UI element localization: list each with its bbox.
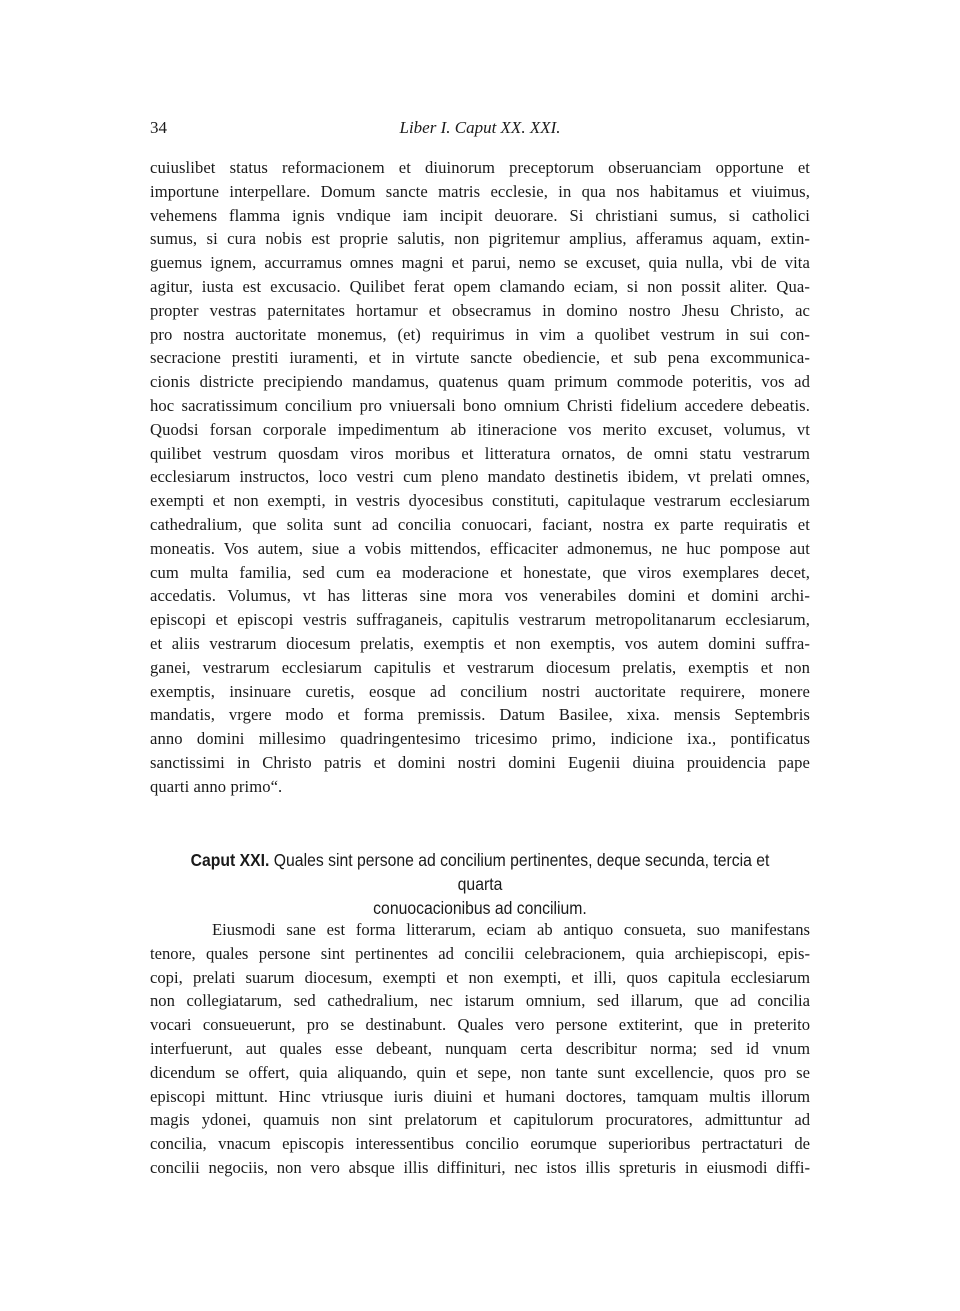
text-line: importune interpellare. Domum sancte matris ecclesie, in qua nos habitamus et viuimus,: [150, 181, 810, 201]
text-line: mandatis, vrgere modo et forma premissis. Datum Basilee, xixa. mensis Septembris: [150, 705, 810, 725]
chapter-heading-line-1: [183, 848, 777, 896]
text-line: pro nostra auctoritate monemus, (et) requirimus in vim a quolibet vestrum in sui con-: [150, 324, 810, 344]
text-line: non collegiatarum, sed cathedralium, nec istarum omnium, sed illarum, que ad concilia: [150, 991, 810, 1011]
text-line: Eiusmodi sane est forma litterarum, eciam ab antiquo consueta, suo manifestans: [212, 920, 810, 939]
text-line: sumus, si cura nobis est proprie salutis, non pigritemur amplius, afferamus aquam, extin-: [150, 229, 810, 249]
text-line: quilibet vestrum quosdam viros moribus et litteratura ornatos, de omni statu vestrarum: [150, 443, 810, 463]
running-title: Liber I. Caput XX. XXI.: [399, 118, 561, 137]
text-line: hoc sacratissimum concilium pro vniuersali bono omnium Christi fidelium accedere debeatis.: [150, 395, 810, 415]
text-line: anno domini millesimo quadringentesimo tricesimo primo, indicione ixa., pontificatus: [150, 729, 810, 749]
running-head: [150, 118, 810, 144]
text-line: episcopi et episcopi vestris suffraganeis, capitulis vestrarum metropolitanarum ecclesiarum,: [150, 610, 810, 630]
text-line: concilia, vnacum episcopis interessentibus concilio eorumque superioribus pertractaturi de: [150, 1134, 810, 1154]
chapter-title-part-2: conuocacionibus ad concilium.: [373, 898, 587, 918]
chapter-heading: [183, 848, 777, 920]
chapter-label: Caput XXI.: [190, 850, 270, 870]
text-line: copi, prelati suarum diocesum, exempti et non exempti, et illi, quos capitula ecclesiarum: [150, 967, 810, 987]
text-line: quarti anno primo“.: [150, 776, 283, 796]
text-line: ganei, vestrarum ecclesiarum capitulis et vestrarum diocesum prelatis, exemptis et non: [150, 657, 810, 677]
text-line: vocari consueuerunt, pro se destinabunt. Quales vero persone extiterint, que in preterito: [150, 1015, 810, 1035]
text-line: cionis districte precipiendo mandamus, quatenus quam primum commode poteritis, vos ad: [150, 372, 810, 392]
text-line: cathedralium, que solita sunt ad concilia conuocari, faciant, nostra ex parte requiratis et: [150, 514, 810, 534]
text-line: exemptis, insinuare curetis, eosque ad concilium nostri auctoritate requirere, monere: [150, 681, 810, 701]
text-line: magis ydonei, quamuis non sint prelatorum et capitulorum procuratores, admittuntur ad: [150, 1110, 810, 1130]
text-line: accedatis. Volumus, vt has litteras sine mora vos venerabiles domini et domini archi-: [150, 586, 810, 606]
text-line: dicendum se offert, quia aliquando, quin et sepe, non tante sunt excellencie, quos pro se: [150, 1062, 810, 1082]
text-line: cum multa familia, sed cum ea moderacione et honestate, que viros exemplares decet,: [150, 562, 810, 582]
text-line: secracione prestiti iuramenti, et in virtute sancte obediencie, et sub pena excommunica-: [150, 348, 810, 368]
text-line: interfuerunt, aut quales esse debeant, nunquam certa describitur norma; sed id vnum: [150, 1038, 810, 1058]
text-line: propter vestras paternitates hortamur et obsecramus in domino nostro Jhesu Christo, ac: [150, 300, 810, 320]
text-line: cuiuslibet status reformacionem et diuinorum preceptorum obseruanciam opportune et: [150, 158, 810, 177]
text-line: moneatis. Vos autem, siue a vobis mittendos, efficaciter admonemus, ne huc pompose aut: [150, 538, 810, 558]
text-line: vehemens flamma ignis vndique iam incipit deuorare. Si christiani sumus, si catholici: [150, 205, 810, 225]
body-text: [150, 156, 810, 799]
text-line: exempti et non exempti, in vestris dyocesibus constituti, capitulaque vestrarum ecclesiarum: [150, 491, 810, 511]
text-line: concilii negociis, non vero absque illis diffinituri, nec istos illis spreturis in eiusmodi diffi-: [150, 1157, 810, 1177]
text-line: episcopi mittunt. Hinc vtriusque iuris diuini et humani doctores, tamquam multis illorum: [150, 1086, 810, 1106]
text-line: ecclesiarum instructos, loco vestri cum pleno mandato destinetis ibidem, vt prelati omnes,: [150, 467, 810, 487]
text-line: tenore, quales persone sint pertinentes ad concilii celebracionem, quia archiepiscopi, epis-: [150, 943, 810, 963]
page-number: 34: [150, 118, 167, 137]
chapter-body: [150, 918, 810, 1180]
text-line: guemus ignem, accurramus omnes magni et parui, nemo se excuset, quia nulla, vbi de vita: [150, 253, 810, 273]
text-line: Quodsi forsan corporale impedimentum ab itineracione vos merito excuset, volumus, vt: [150, 419, 810, 439]
text-line: agitur, iusta est excusacio. Quilibet ferat opem clamando eciam, si non possit aliter. Qua-: [150, 276, 810, 296]
text-line: et aliis vestrarum diocesum prelatis, exemptis et non exemptis, vos autem domini suffra-: [150, 633, 810, 653]
chapter-title-part-1: Quales sint persone ad concilium pertinentes, deque secunda, tercia et quarta: [273, 850, 770, 894]
text-line: sanctissimi in Christo patris et domini nostri domini Eugenii diuina prouidencia pape: [150, 752, 810, 772]
